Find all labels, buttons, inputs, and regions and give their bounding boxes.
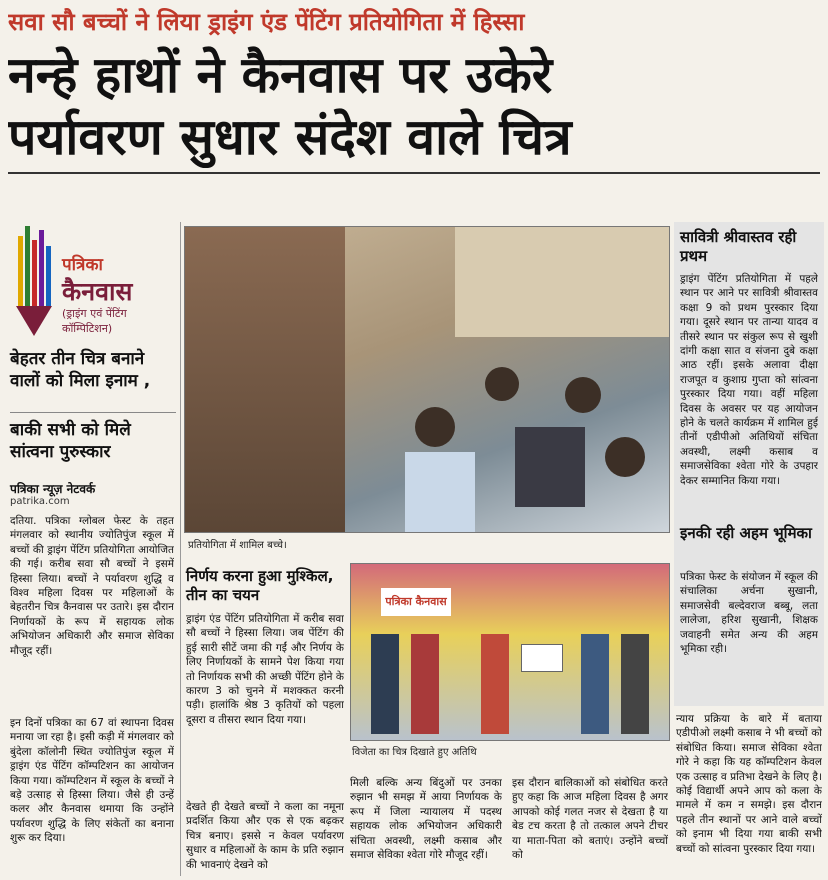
right-body-2: पत्रिका फेस्ट के संयोजन में स्कूल की संचालिका अर्चना सुखानी, समाजसेवी बल्देवराज बब्बू, लता लालेजा, हरिश सुखानी, शिक्षक जवाहनी समेत अन्य की अहम भूमिका रही। xyxy=(680,571,818,656)
photo-children-drawing xyxy=(184,226,670,533)
left-subhead-2: बाकी सभी को मिले सांत्वना पुरुस्कार xyxy=(10,412,176,463)
photo-banner: पत्रिका कैनवास xyxy=(381,588,451,616)
headline-line-1: नन्हे हाथों ने कैनवास पर उकेरे xyxy=(8,46,553,104)
right-heading-1: सावित्री श्रीवास्तव रही प्रथम xyxy=(680,228,797,265)
photo-winner-display xyxy=(350,563,670,741)
bottom-col-1: देखते ही देखते बच्चों ने कला का नमूना प्रदर्शित किया और एक से एक बढ़कर चित्र बनाए। इससे न केवल पर्यावरण सुधार व महिलाओं के काम के प्रति रुझान की भावनाएं देखने को xyxy=(186,801,344,871)
decision-heading: निर्णय करना हुआ मुश्किल, तीन का चयन xyxy=(186,567,334,604)
patrika-canvas-logo xyxy=(10,222,178,342)
headline-line-2: पर्यावरण सुधार संदेश वाले चित्र xyxy=(8,108,572,166)
photo-guest xyxy=(581,634,609,734)
photo-uniform xyxy=(515,427,585,507)
left-body-text-2: इन दिनों पत्रिका का 67 वां स्थापना दिवस मनाया जा रहा है। इसी कड़ी में मंगलवार को बुंदेला कॉलोनी स्थित ज्योतिपुंज स्कूल में ड्राइंग एंड पेंटिंग कॉम्पटिशन का आयोजन किया गया। कॉम्पटिशन में स्कूल के बच्चों ने बड़े उत्साह से हिस्सा लिया। जैसे ही उन्हें कलर और कैनवास थमाया कि उन्होंने पर्यावरण शुद्धि के लिए संकेतों का बनाना शुरू कर दिया। xyxy=(10,717,174,845)
main-headline xyxy=(8,44,820,168)
header-rule xyxy=(8,172,820,174)
photo-guest xyxy=(621,634,649,734)
right-body-1: ड्राइंग पेंटिंग प्रतियोगिता में पहले स्थान पर आने पर सावित्री श्रीवास्तव कक्षा 9 को प्रथम पुरस्कार दिया गया। दूसरे स्थान पर तान्या यादव व तीसरे स्थान पर संकुल रूप से खुशी दांगी कक्षा सात व संजना दुबे कक्षा आठ रहीं। इसके अलावा दीक्षा राजपूत व कुशाग्र गुप्ता को सांत्वना पुरस्कार दिया गया। वहीं महिला दिवस के अवसर पर यह आयोजन होने के चलते कार्यक्रम में शामिल हुई तीनों एडीपीओ अतिथियों संचिता अवस्थी, लक्ष्मी कसाब व समाजसेविका श्वेता गोरे के उपहार देकर सम्मानित किया गया। xyxy=(680,273,818,487)
right-body-3: न्याय प्रक्रिया के बारे में बताया एडीपीओ लक्ष्मी कसाब ने भी बच्चों को संबोधित किया। समाज सेविका श्वेता गोरे ने कहा कि यह कॉम्पटिशन केवल एक उत्साह व प्रतिभा देखने के लिए है। कोई विद्यार्थी अपने आप को कला के मामले में कम न समझे। इस दौरान पहले तीन स्थानों पर आने वाले बच्चों को इनाम भी दिया गया बाकी सभी बच्चों को सांत्वना पुरस्कार दिया गया। xyxy=(676,713,822,855)
photo-child xyxy=(415,407,455,447)
right-sidebar-box xyxy=(674,222,824,706)
color-pencils-icon xyxy=(16,226,52,336)
website: patrika.com xyxy=(10,496,70,507)
kicker-headline: सवा सौ बच्चों ने लिया ड्राइंग एंड पेंटिंग प्रतियोगिता में हिस्सा xyxy=(8,8,525,36)
bottom-col-3: इस दौरान बालिकाओं को संबोधित करते हुए कहा कि आज महिला दिवस है अगर आपको कोई गलत नजर से देखता है या बेड टच करता है तो तत्काल अपने टीचर या माता-पिता को बताएं। उन्होंने बच्चों को xyxy=(512,777,668,862)
left-subhead-1: बेहतर तीन चित्र बनाने वालों को मिला इनाम , xyxy=(10,349,151,391)
brand-subtitle: (ड्राइंग एवं पेंटिंग कॉम्पिटिशन) xyxy=(62,307,127,335)
photo-guest xyxy=(371,634,399,734)
right-heading-2: इनकी रही अहम भूमिका xyxy=(680,524,812,542)
byline: पत्रिका न्यूज़ नेटवर्क xyxy=(10,482,96,496)
photo-guest xyxy=(481,634,509,734)
photo-guest xyxy=(411,634,439,734)
photo-held-drawing xyxy=(521,644,563,672)
brand-title: पत्रिका xyxy=(62,255,103,275)
photo-uniform xyxy=(405,452,475,532)
photo-child xyxy=(485,367,519,401)
photo-1-caption: प्रतियोगिता में शामिल बच्चे। xyxy=(188,540,287,551)
brand-name: कैनवास xyxy=(62,277,133,306)
photo-child xyxy=(565,377,601,413)
decision-body: ड्राइंग एंड पेंटिंग प्रतियोगिता में करीब सवा सौ बच्चों ने हिस्सा लिया। जब पेंटिंग की हुई सारी सीटें जमा की गईं और निर्णय के लिए निर्णायकों के सामने पेश किया गया तो निर्णायक सभी की अच्छी पेंटिंग होने के कारण 3 को चुनने में मशक्कत करनी पड़ी। हालांकि श्रेष्ठ 3 कृतियों को पहला दूसरा व तीसरा स्थान दिया गया। xyxy=(186,613,344,726)
photo-teachers-group xyxy=(185,227,345,532)
photo-2-caption: विजेता का चित्र दिखाते हुए अतिथि xyxy=(352,747,477,758)
photo-child xyxy=(605,437,645,477)
bottom-col-2: मिली बल्कि अन्य बिंदुओं पर उनका रुझान भी समझ में आया निर्णायक के रूप में जिला न्यायालय में पदस्थ सहायक लोक अभियोजन अधिकारी संचिता अवस्थी, लक्ष्मी कसाब और समाज सेविका श्वेता गोरे मौजूद रहीं। xyxy=(350,777,502,862)
photo-wall xyxy=(455,227,669,337)
left-body-text: दतिया. पत्रिका ग्लोबल फेस्ट के तहत मंगलवार को स्थानीय ज्योतिपुंज स्कूल में बच्चों की ड्राइंग पेंटिंग प्रतियोगिता आयोजित की गई। करीब सवा सौ बच्चों ने इसमें हिस्सा लिया। बच्चों ने पर्यावरण शुद्धि व विश्व महिला दिवस पर महिलाओं के बेहतरीन चित्र कैनवास पर उतारे। इस दौरान निर्णायकों के रूप में सहायक लोक अभियोजन अधिकारी और समाज सेविका मौजूद रहीं। xyxy=(10,515,174,657)
column-divider xyxy=(180,222,181,876)
